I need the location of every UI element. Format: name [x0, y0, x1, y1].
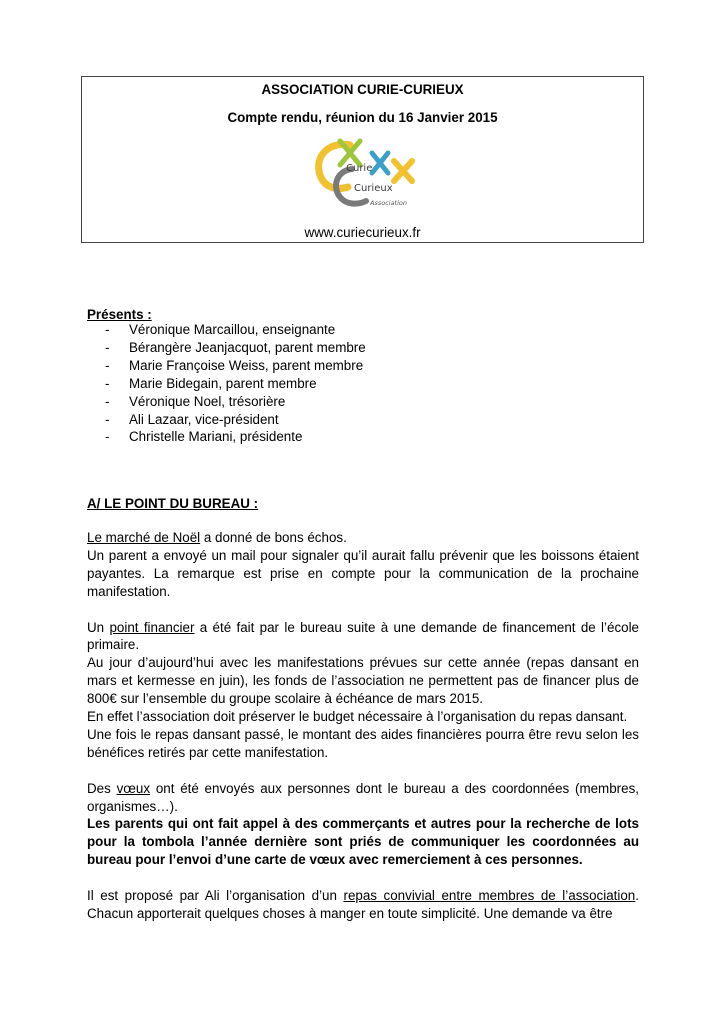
- marche-noel-label: Le marché de Noël: [87, 530, 201, 545]
- attendee-name: Véronique Noel, trésorière: [129, 393, 286, 409]
- attendee-item: [105, 411, 366, 429]
- paragraph-manifestations: Au jour d’aujourd’hui avec les manifestations prévues sur cette année (repas dansant en mars et kermesse en juin), les fonds de l’association ne permettent pas de financer plus de 800€ sur l’ensemble du groupe scolaire à échéance de mars 2015.: [87, 655, 639, 707]
- attendees-list: [105, 321, 366, 446]
- list-dash: -: [105, 375, 110, 391]
- paragraph-text: a donné de bons échos.: [200, 530, 347, 545]
- attendee-item: [105, 393, 366, 411]
- paragraph-commercants: [87, 815, 639, 869]
- attendees-heading: Présents :: [87, 307, 152, 322]
- attendee-item: [105, 357, 366, 375]
- list-dash: -: [105, 429, 110, 445]
- attendee-name: Véronique Marcaillou, enseignante: [129, 322, 336, 337]
- paragraph-text: Un: [87, 619, 110, 635]
- attendee-name: Bérangère Jeanjacquot, parent membre: [129, 339, 366, 355]
- logo-text-curie: Curie: [346, 163, 373, 174]
- paragraph-text: a été fait par le bureau suite à une demande de financement de l’école primaire.: [87, 619, 640, 653]
- section-a-content: [87, 529, 639, 923]
- paragraph-point-financier: [87, 619, 639, 655]
- organization-name: ASSOCIATION CURIE-CURIEUX: [261, 82, 464, 97]
- logo-text-association: Association: [370, 199, 408, 207]
- list-dash: -: [105, 322, 110, 337]
- point-financier-label: point financier: [109, 619, 195, 635]
- website-link[interactable]: www.curiecurieux.fr: [304, 225, 421, 240]
- logo-text-curieux: Curieux: [354, 183, 393, 194]
- attendee-item: [105, 375, 366, 393]
- voeux-label: vœux: [116, 780, 151, 796]
- attendee-name: Ali Lazaar, vice-président: [129, 411, 279, 427]
- list-dash: -: [105, 339, 110, 355]
- bold-notice: Les parents qui ont fait appel à des commerçants et autres pour la recherche de lots pour la tombola l’année dernière sont priés de communiquer les coordonnées au bureau pour l’envoi d’une carte de vœux avec remerciement à ces personnes.: [87, 816, 639, 868]
- paragraph-text: ont été envoyés aux personnes dont le bureau a des coordonnées (membres, organismes…).: [87, 780, 639, 814]
- meeting-title: Compte rendu, réunion du 16 Janvier 2015: [227, 110, 498, 125]
- paragraph-text: Il est proposé par Ali l’organisation d’un: [87, 888, 344, 904]
- attendee-item: [105, 339, 366, 357]
- list-dash: -: [105, 393, 110, 409]
- paragraph-budget: En effet l’association doit préserver le budget nécessaire à l’organisation du repas dansant.: [87, 709, 628, 725]
- attendee-item: [105, 321, 366, 339]
- association-logo: [310, 135, 420, 215]
- paragraph-repas-convivial: [87, 887, 639, 923]
- paragraph-voeux: [87, 780, 639, 816]
- attendee-name: Christelle Mariani, présidente: [129, 429, 303, 445]
- section-a-heading: A/ LE POINT DU BUREAU :: [87, 496, 259, 511]
- paragraph-aides: Une fois le repas dansant passé, le montant des aides financières pourra être revu selon les bénéfices retirés par cette manifestation.: [87, 726, 639, 760]
- list-dash: -: [105, 411, 110, 427]
- attendee-name: Marie Françoise Weiss, parent membre: [129, 357, 364, 373]
- header-box: [81, 76, 644, 243]
- attendee-name: Marie Bidegain, parent membre: [129, 375, 317, 391]
- paragraph-boissons: Un parent a envoyé un mail pour signaler qu’il aurait fallu prévenir que les boissons étaient payantes. La remarque est prise en compte pour la communication de la prochaine manifestation.: [87, 547, 639, 599]
- attendee-item: [105, 428, 366, 446]
- paragraph-text: . Chacun apporterait quelques choses à manger en toute simplicité. Une demande va être: [87, 888, 639, 921]
- paragraph-marche-noel: [87, 529, 639, 547]
- paragraph-text: Des: [87, 780, 117, 796]
- list-dash: -: [105, 357, 110, 373]
- repas-convivial-label: repas convivial entre membres de l’association: [343, 888, 636, 904]
